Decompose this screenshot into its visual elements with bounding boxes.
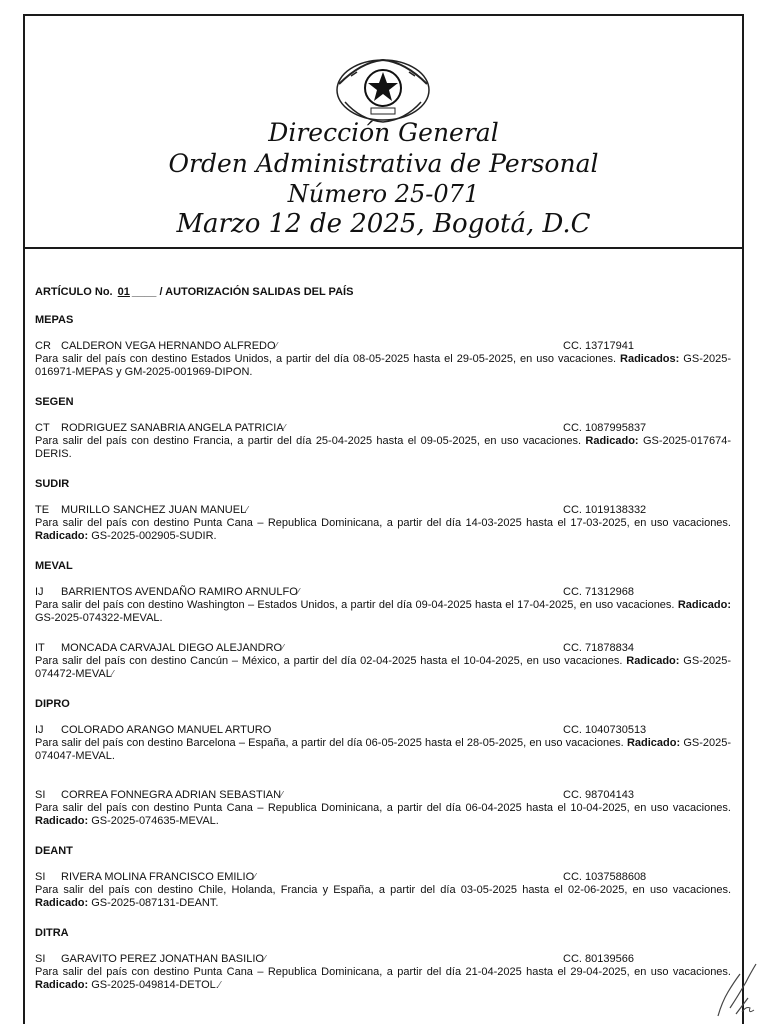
entry-rank: IT xyxy=(35,642,45,654)
document-header xyxy=(25,16,742,249)
entry-desc: Para salir del país con destino Chile, Holanda, Francia y España, a partir del día 03-05-2025 hasta el 02-06-2025, en uso vacaciones. xyxy=(35,884,731,896)
section-heading: MEPAS xyxy=(35,314,74,326)
entry-rad-value: GS-2025-049814-DETOL. xyxy=(91,979,219,991)
entry-rad-label: Radicados: xyxy=(620,353,680,365)
section-heading: DIPRO xyxy=(35,698,70,710)
section-heading: MEVAL xyxy=(35,560,73,572)
entry-rad-value: GS-2025-087131-DEANT. xyxy=(91,897,219,909)
entry-desc: Para salir del país con destino Punta Cana – Republica Dominicana, a partir del día 14-03-2025 hasta el 17-03-2025, en uso vacaciones. xyxy=(35,517,731,529)
entry-cc: CC. 71878834 xyxy=(563,642,634,654)
header-line-numero: Número 25-071 xyxy=(287,180,480,208)
article-title: / AUTORIZACIÓN SALIDAS DEL PAÍS xyxy=(159,286,354,298)
entry-rad-value: GS-2025-074047-MEVAL. xyxy=(35,737,732,762)
entry-cc: CC. 1087995837 xyxy=(563,422,647,434)
header-line-orden: Orden Administrativa de Personal xyxy=(168,149,599,178)
entry-rad-label: Radicado: xyxy=(35,815,89,827)
entry-name: MONCADA CARVAJAL DIEGO ALEJANDRO xyxy=(61,642,283,654)
entry-name: CALDERON VEGA HERNANDO ALFREDO xyxy=(61,340,276,352)
list-item: SI GARAVITO PEREZ JONATHAN BASILIO⁄ CC. 80139566 Para salir del país con destino Punta Cana – Republica Dominicana, a partir del día 21-04-2025 hasta el 29-04-2025, en uso vacaciones. Radicado: GS-2025-049814-DETOL.⁄ xyxy=(35,953,731,991)
section-heading: SUDIR xyxy=(35,478,70,490)
entry-rank: TE xyxy=(35,504,50,516)
entry-name: GARAVITO PEREZ JONATHAN BASILIO xyxy=(61,953,264,965)
entry-rank: SI xyxy=(35,789,46,801)
entry-rad-value: GS-2025-074322-MEVAL. xyxy=(35,612,163,624)
section-heading: SEGEN xyxy=(35,396,74,408)
entry-rad-label: Radicado: xyxy=(677,599,731,611)
list-item: SI RIVERA MOLINA FRANCISCO EMILIO⁄ CC. 1037588608 Para salir del país con destino Chile, Holanda, Francia y España, a partir del día 03-05-2025 hasta el 02-06-2025, en uso vacaciones. Radicado: GS-2025-087131-DEANT. xyxy=(35,871,731,909)
entry-rad-value: GS-2025-074635-MEVAL. xyxy=(91,815,219,827)
entry-rad-label: Radicado: xyxy=(585,435,639,447)
entry-cc: CC. 80139566 xyxy=(563,953,634,965)
list-item xyxy=(35,724,731,763)
entry-rank: IJ xyxy=(35,724,44,736)
list-item: TE MURILLO SANCHEZ JUAN MANUEL⁄ CC. 1019138332 Para salir del país con destino Punta Cana – Republica Dominicana, a partir del día 14-03-2025 hasta el 17-03-2025, en uso vacaciones. Radicado: GS-2025-002905-SUDIR. xyxy=(35,504,731,542)
entry-desc: Para salir del país con destino Punta Cana – Republica Dominicana, a partir del día 21-04-2025 hasta el 29-04-2025, en uso vacaciones. xyxy=(35,966,731,978)
document-body xyxy=(35,286,731,1009)
entry-name: COLORADO ARANGO MANUEL ARTURO xyxy=(61,724,272,736)
entry-rank: SI xyxy=(35,953,46,965)
entry-rad-label: Radicado: xyxy=(35,897,89,909)
entry-name: MURILLO SANCHEZ JUAN MANUEL xyxy=(61,504,247,516)
entry-cc: CC. 1037588608 xyxy=(563,871,647,883)
entry-rank: IJ xyxy=(35,586,44,598)
entry-desc: Para salir del país con destino Washington – Estados Unidos, a partir del día 09-04-2025 hasta el 17-04-2025, en uso vacaciones. xyxy=(35,599,675,611)
entry-rad-value: GS-2025-002905-SUDIR. xyxy=(91,530,217,542)
entry-desc: Para salir del país con destino Cancún – México, a partir del día 02-04-2025 hasta el 10-04-2025, en uso vacaciones. xyxy=(35,655,623,667)
section-heading: DITRA xyxy=(35,927,69,939)
entry-cc: CC. 1040730513 xyxy=(563,724,647,736)
header-line-direccion: Dirección General xyxy=(268,118,499,147)
handwritten-mark-icon xyxy=(712,952,762,1022)
article-heading: ARTÍCULO No. 01 ____ / AUTORIZACIÓN SALIDAS DEL PAÍS xyxy=(35,286,354,298)
entry-desc: Para salir del país con destino Punta Cana – Republica Dominicana, a partir del día 06-04-2025 hasta el 10-04-2025, en uso vacaciones. xyxy=(35,802,731,814)
list-item: IT MONCADA CARVAJAL DIEGO ALEJANDRO⁄ CC. 71878834 Para salir del país con destino Cancún – México, a partir del día 02-04-2025 hasta el 10-04-2025, en uso vacaciones. Radicado: GS-2025-074472-MEVAL⁄ xyxy=(35,642,731,680)
entry-rank: CT xyxy=(35,422,50,434)
entry-rad-label: Radicado: xyxy=(626,655,680,667)
entry-rad-label: Radicado: xyxy=(35,979,89,991)
list-item: IJ BARRIENTOS AVENDAÑO RAMIRO ARNULFO⁄ CC. 71312968 Para salir del país con destino Washington – Estados Unidos, a partir del día 09-04-2025 hasta el 17-04-2025, en uso vacaciones. Radicado: GS-2025-074322-MEVAL. xyxy=(35,586,731,624)
entry-cc: CC. 1019138332 xyxy=(563,504,647,516)
entry-rank: SI xyxy=(35,871,46,883)
entry-cc: CC. 71312968 xyxy=(563,586,634,598)
list-item: CT RODRIGUEZ SANABRIA ANGELA PATRICIA⁄ CC. 1087995837 Para salir del país con destino Francia, a partir del día 25-04-2025 hasta el 09-05-2025, en uso vacaciones. Radicado: GS-2025-017674-DERIS. xyxy=(35,422,732,460)
entry-rad-value: GS-2025-074472-MEVAL xyxy=(35,655,731,680)
article-prefix: ARTÍCULO No. xyxy=(35,286,113,298)
entry-rad-label: Radicado: xyxy=(35,530,89,542)
article-number: 01 xyxy=(117,286,130,298)
entry-desc: Para salir del país con destino Barcelona – España, a partir del día 06-05-2025 hasta el 28-05-2025, en uso vacaciones. xyxy=(35,737,624,749)
entry-rad-value: GS-2025-017674-DERIS. xyxy=(35,435,732,460)
header-line-fecha: Marzo 12 de 2025, Bogotá, D.C xyxy=(176,209,591,239)
police-seal-icon xyxy=(331,54,435,128)
entry-name: RODRIGUEZ SANABRIA ANGELA PATRICIA xyxy=(61,422,284,434)
entry-name: RIVERA MOLINA FRANCISCO EMILIO xyxy=(61,871,255,883)
entry-rad-value: GS-2025-016971-MEPAS y GM-2025-001969-DIPON. xyxy=(35,353,731,378)
entry-cc: CC. 98704143 xyxy=(563,789,634,801)
section-heading: DEANT xyxy=(35,845,73,857)
list-item: CR CALDERON VEGA HERNANDO ALFREDO⁄ CC. 13717941 Para salir del país con destino Estados Unidos, a partir del día 08-05-2025 hasta el 29-05-2025, en uso vacaciones. Radicados: GS-2025-016971-MEPAS y GM-2025-001969-DIPON. xyxy=(35,340,731,378)
entry-name: BARRIENTOS AVENDAÑO RAMIRO ARNULFO xyxy=(61,586,298,598)
entry-desc: Para salir del país con destino Estados Unidos, a partir del día 08-05-2025 hasta el 29-05-2025, en uso vacaciones. xyxy=(35,353,617,365)
entry-cc: CC. 13717941 xyxy=(563,340,634,352)
entry-name: CORREA FONNEGRA ADRIAN SEBASTIAN xyxy=(61,789,282,801)
entry-rad-label: Radicado: xyxy=(626,737,681,749)
document-frame xyxy=(23,14,744,1024)
entry-desc: Para salir del país con destino Francia, a partir del día 25-04-2025 hasta el 09-05-2025, en uso vacaciones. xyxy=(35,435,582,447)
list-item: SI CORREA FONNEGRA ADRIAN SEBASTIAN⁄ CC. 98704143 Para salir del país con destino Punta Cana – Republica Dominicana, a partir del día 06-04-2025 hasta el 10-04-2025, en uso vacaciones. Radicado: GS-2025-074635-MEVAL. xyxy=(35,789,731,827)
entry-rank: CR xyxy=(35,340,51,352)
